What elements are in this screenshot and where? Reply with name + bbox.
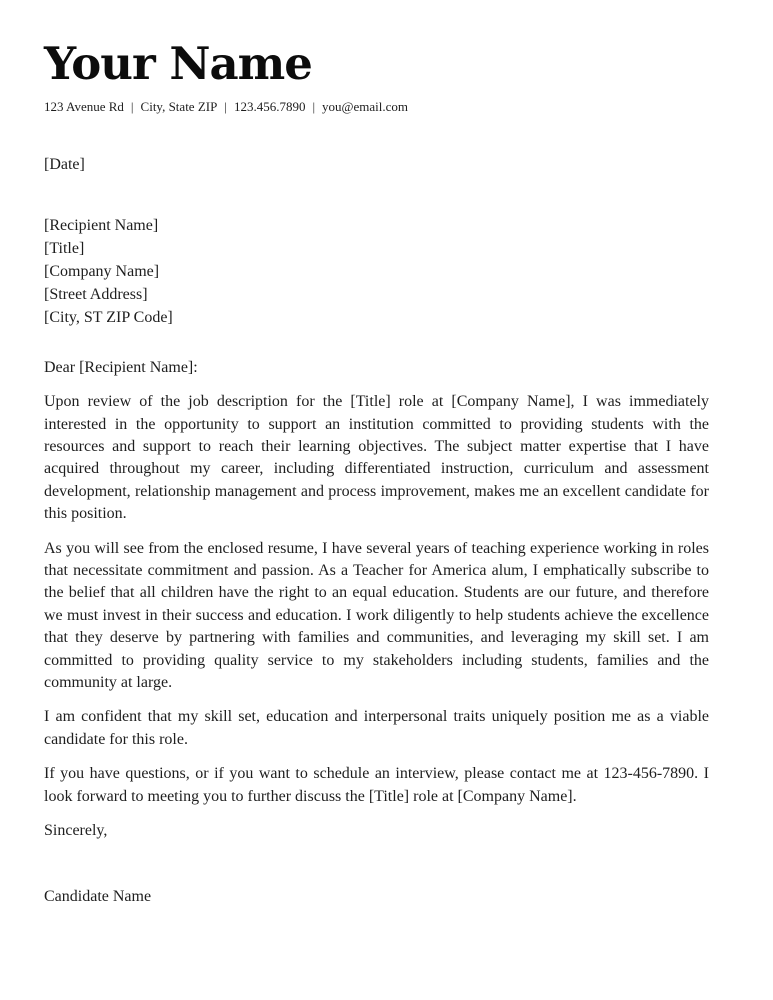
body-paragraph-3: I am confident that my skill set, education and interpersonal traits uniquely position me as a viable candidate for this role.: [44, 708, 709, 748]
contact-separator-1: |: [130, 99, 134, 115]
recipient-city-zip-line: [City, ST ZIP Code]: [44, 309, 173, 327]
contact-email: you@email.com: [322, 99, 409, 115]
contact-city-state-zip: City, State ZIP: [140, 99, 218, 115]
body-paragraph-4: If you have questions, or if you want to schedule an interview, please contact me at 123-456-7890. I look forward to meeting you to further discuss the [Title] role at [Company Name].: [44, 765, 709, 805]
closing-line: Sincerely,: [44, 822, 108, 840]
body-paragraph-2: As you will see from the enclosed resume, I have several years of teaching experience working in roles that necessitate commitment and passion. As a Teacher for America alum, I emphatically subscribe to the belief that all children have the right to an equal education. Students are our future, and therefore we must invest in their success and education. I work diligently to help students achieve the excellence that they deserve by partnering with families and communities, and leveraging my skill set. I am committed to providing quality service to my stakeholders including students, families and the community at large.: [44, 539, 709, 692]
recipient-block: [44, 214, 709, 329]
contact-phone: 123.456.7890: [233, 99, 306, 115]
date-placeholder: [Date]: [44, 156, 85, 174]
contact-separator-3: |: [312, 99, 316, 115]
contact-separator-2: |: [224, 99, 227, 115]
contact-line: [44, 99, 709, 115]
recipient-company-line: [Company Name]: [44, 263, 160, 281]
contact-address: 123 Avenue Rd: [44, 99, 124, 115]
recipient-street-line: [Street Address]: [44, 286, 148, 304]
recipient-title-line: [Title]: [44, 240, 85, 258]
salutation: Dear [Recipient Name]:: [44, 359, 198, 377]
body-paragraph-1: Upon review of the job description for the [Title] role at [Company Name], I was immediately interested in the opportunity to support an institution committed to providing students with the resources and support to reach their learning objectives. The subject matter expertise that I have acquired throughout my career, including differentiated instruction, curriculum and assessment development, relationship management and process improvement, makes me an excellent candidate for this position.: [44, 393, 709, 523]
signature-name: Candidate Name: [44, 888, 152, 906]
sender-name-heading: Your Name: [44, 37, 312, 90]
letter-header: [44, 38, 709, 115]
recipient-name-line: [Recipient Name]: [44, 217, 159, 235]
